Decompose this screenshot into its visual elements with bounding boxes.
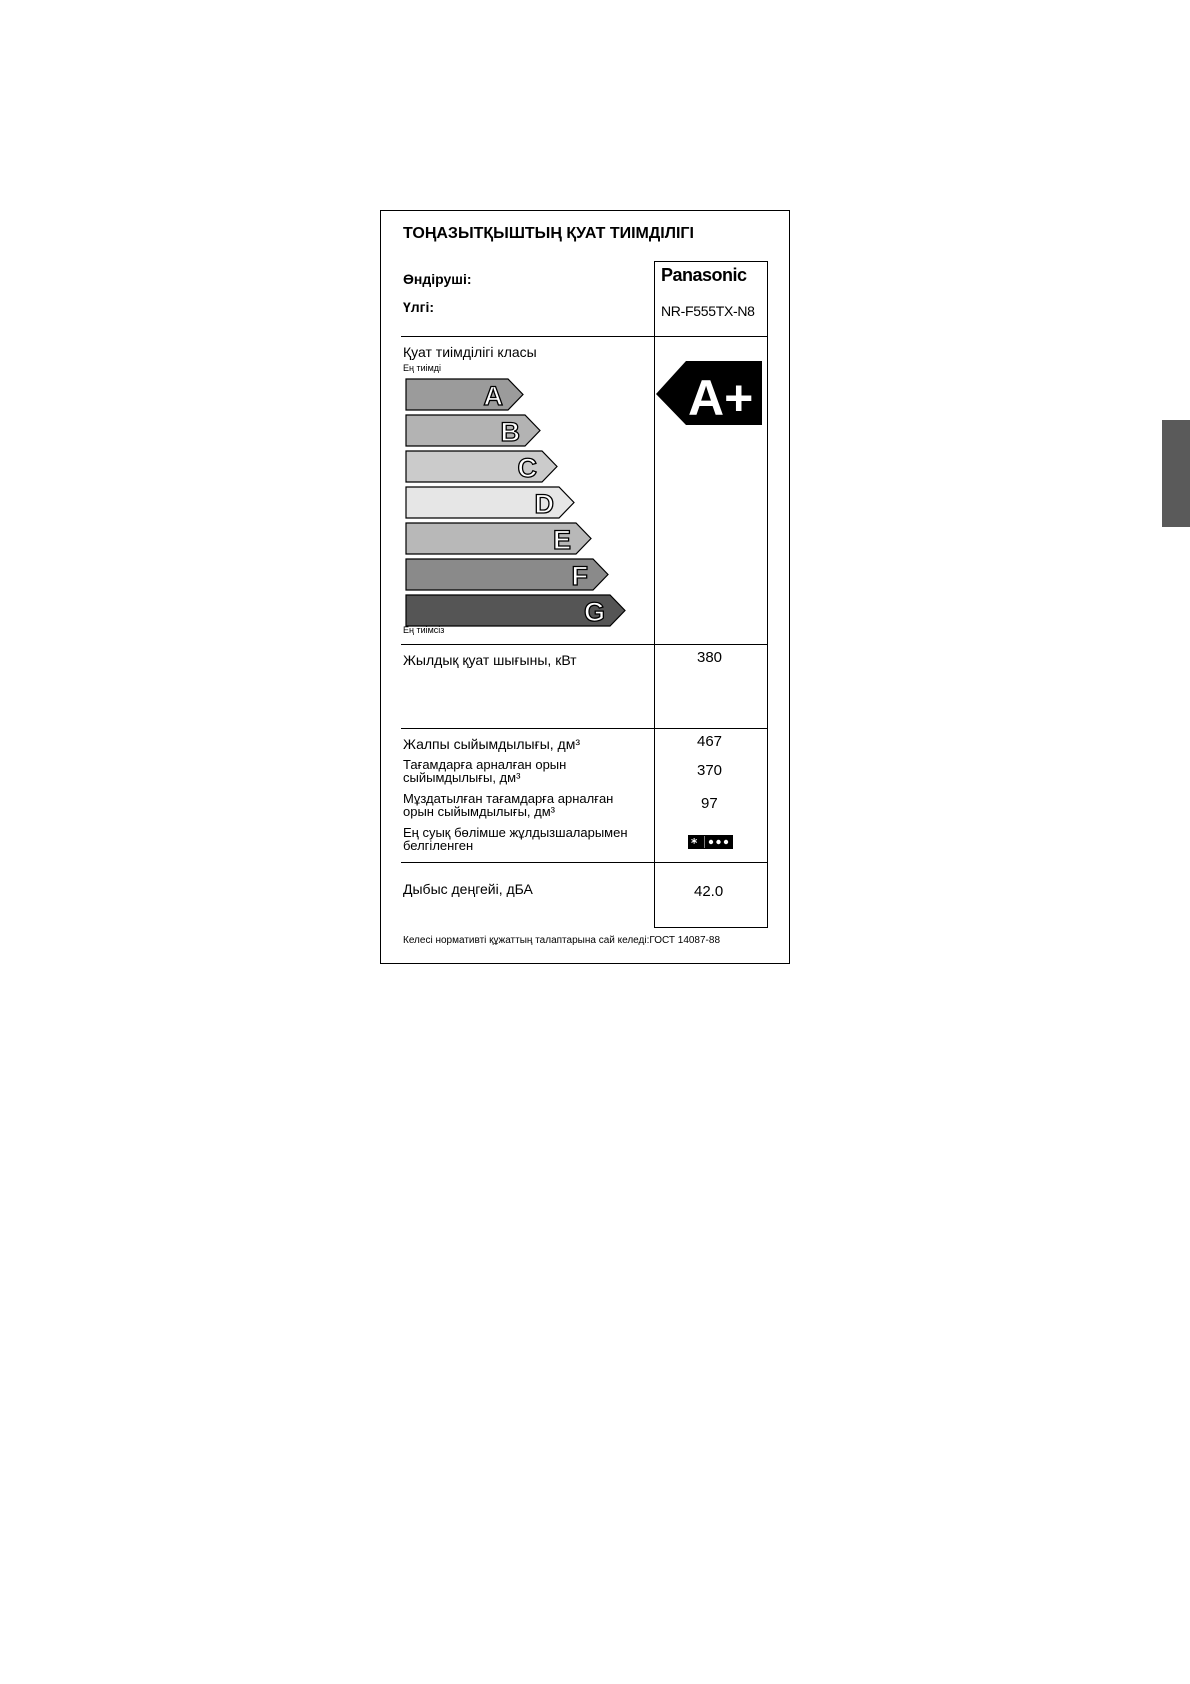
star-rating-label-1: Ең суық бөлімше жұлдызшаларымен	[403, 825, 628, 840]
class-arrow-g	[406, 595, 625, 627]
class-arrow-e	[406, 523, 591, 555]
class-arrow-b	[406, 415, 540, 447]
frozen-volume-value: 97	[701, 795, 718, 812]
label-title: ТОҢАЗЫТҚЫШТЫҢ ҚУАТ ТИІМДІЛІГІ	[403, 225, 694, 242]
total-volume-value: 467	[697, 733, 723, 750]
noise-value: 42.0	[694, 883, 724, 900]
class-letter-c: C	[517, 453, 537, 483]
right-column-bottom-border	[654, 927, 768, 928]
class-arrow-a	[406, 379, 523, 411]
frozen-volume-label-2: орын сыйымдылығы, дм³	[403, 804, 556, 819]
class-letter-f: F	[571, 561, 588, 591]
manufacturer-label: Өндіруші:	[403, 271, 472, 287]
total-volume-label: Жалпы сыйымдылығы, дм³	[403, 736, 581, 752]
class-letter-b: B	[500, 417, 520, 447]
class-arrow-f	[406, 559, 608, 591]
divider-3	[401, 728, 768, 729]
least-efficient-label: Ең тиімсіз	[403, 625, 445, 635]
class-letter-g: G	[583, 597, 605, 627]
brand-logo: Panasonic	[661, 265, 747, 285]
divider-4	[401, 862, 768, 863]
annual-consumption-value: 380	[697, 649, 723, 666]
svg-text:*: *	[691, 836, 698, 849]
star-rating-label-2: белгіленген	[403, 838, 474, 853]
page-tab-marker	[1162, 420, 1190, 527]
class-letter-a: A	[483, 381, 503, 411]
class-arrow-c	[406, 451, 557, 483]
fresh-volume-label-1: Тағамдарға арналған орын	[403, 757, 567, 772]
energy-label	[380, 210, 790, 964]
noise-label: Дыбыс деңгейі, дБА	[403, 881, 533, 897]
annual-consumption-label: Жылдық қуат шығыны, кВт	[403, 652, 577, 668]
fresh-volume-label-2: сыйымдылығы, дм³	[403, 770, 521, 785]
class-letter-e: E	[552, 525, 571, 555]
four-star-freezer-icon	[688, 835, 733, 849]
fresh-volume-value: 370	[697, 762, 723, 779]
class-letter-d: D	[534, 489, 554, 519]
rating-text: A+	[688, 370, 754, 426]
standard-compliance-footer: Келесі нормативті құжаттың талаптарына сай келеді:ГОСТ 14087-88	[403, 935, 721, 946]
most-efficient-label: Ең тиімді	[403, 363, 442, 373]
rating-arrow	[656, 361, 766, 427]
efficiency-scale	[381, 211, 791, 651]
class-arrow-d	[406, 487, 574, 519]
class-heading: Қуат тиімділігі класы	[403, 344, 537, 360]
frozen-volume-label-1: Мұздатылған тағамдарға арналған	[403, 791, 614, 806]
model-label: Үлгі:	[403, 299, 435, 315]
model-value: NR-F555TX-N8	[661, 303, 755, 319]
